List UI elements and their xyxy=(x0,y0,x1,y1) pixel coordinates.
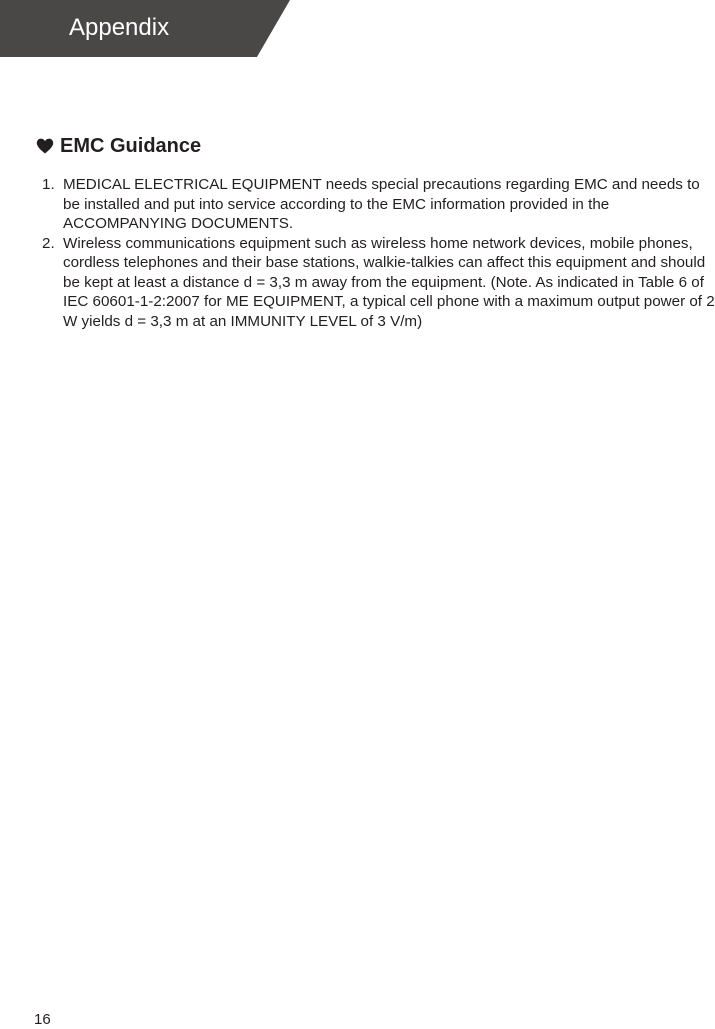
list-item xyxy=(42,234,715,332)
list-item-text: Wireless communications equipment such as wireless home network devices, mobile phones, cordless telephones and their base stations, walkie-talkies can affect this equipment and should be kept at least a distance d = 3,3 m away from the equipment. (Note. As indicated in Table 6 of IEC 60601-1-2:2007 for ME EQUIPMENT, a typical cell phone with a maximum output power of 2 W yields d = 3,3 m at an IMMUNITY LEVEL of 3 V/m) xyxy=(63,234,715,330)
list-item-number: 2. xyxy=(42,234,55,252)
section-title: EMC Guidance xyxy=(60,135,202,157)
list-item xyxy=(42,175,715,234)
guidance-list xyxy=(42,175,715,331)
page-header-title: Appendix xyxy=(69,14,170,41)
section-heading xyxy=(36,133,201,159)
heart-icon xyxy=(36,138,54,154)
list-item-text: MEDICAL ELECTRICAL EQUIPMENT needs special precautions regarding EMC and needs to be installed and put into service according to the EMC information provided in the ACCOMPANYING DOCUMENTS. xyxy=(63,176,700,232)
list-item-number: 1. xyxy=(42,176,55,193)
page-number: 16 xyxy=(34,1011,51,1028)
